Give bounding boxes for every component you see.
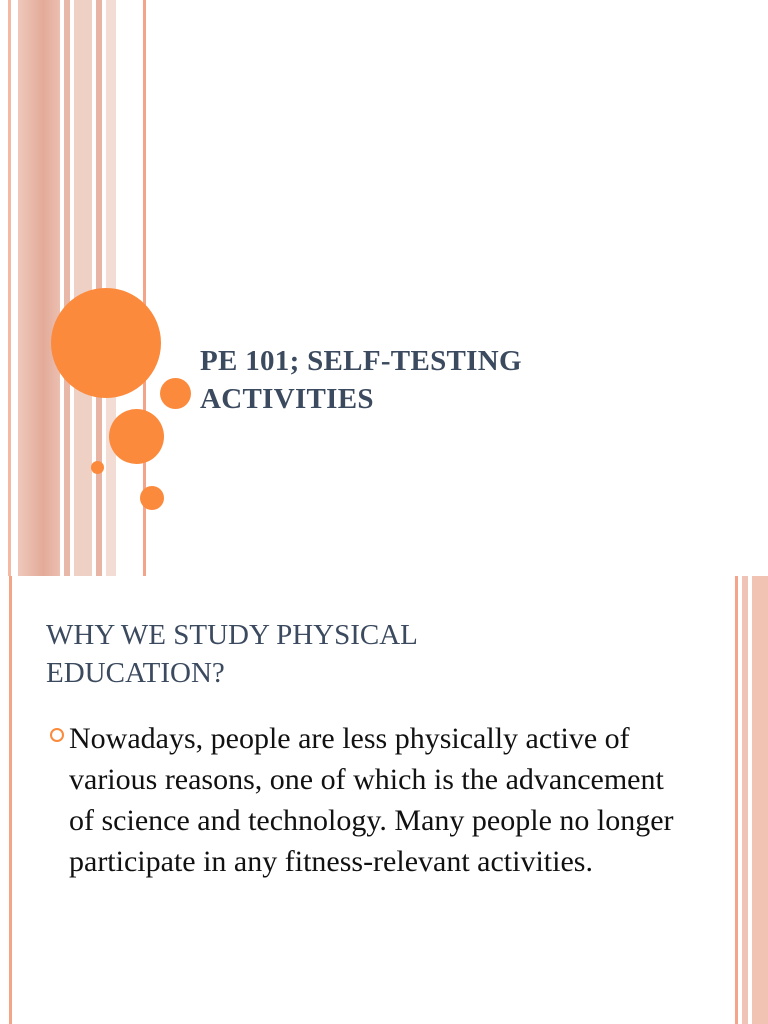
decorative-stripe [9, 576, 12, 1024]
decorative-stripe [8, 0, 11, 576]
decorative-stripe [64, 0, 70, 576]
decorative-circle [140, 486, 164, 510]
bullet-list [46, 718, 686, 882]
decorative-stripe [742, 576, 748, 1024]
decorative-circle [160, 378, 191, 409]
hollow-circle-bullet-icon [50, 728, 64, 742]
slide-title [200, 342, 720, 418]
slide-heading-line-1: WHY WE STUDY PHYSICAL [46, 619, 418, 651]
slide-title-line-1: PE 101; SELF-TESTING [200, 345, 522, 377]
decorative-circle [109, 409, 164, 464]
decorative-stripe [18, 0, 60, 576]
decorative-stripe [752, 576, 768, 1024]
slide-heading [46, 616, 686, 692]
decorative-stripe [74, 0, 92, 576]
slide-title-line-2: ACTIVITIES [200, 383, 374, 415]
decorative-stripe [735, 576, 738, 1024]
slide-heading-line-2: EDUCATION? [46, 657, 225, 689]
bullet-text: Nowadays, people are less physically active of various reasons, one of which is the advancement of science and technology. Many people no longer participate in any fitness-relevant activities. [69, 722, 674, 878]
bullet-item [46, 718, 686, 882]
decorative-circle [51, 288, 161, 398]
decorative-circle [91, 461, 104, 474]
